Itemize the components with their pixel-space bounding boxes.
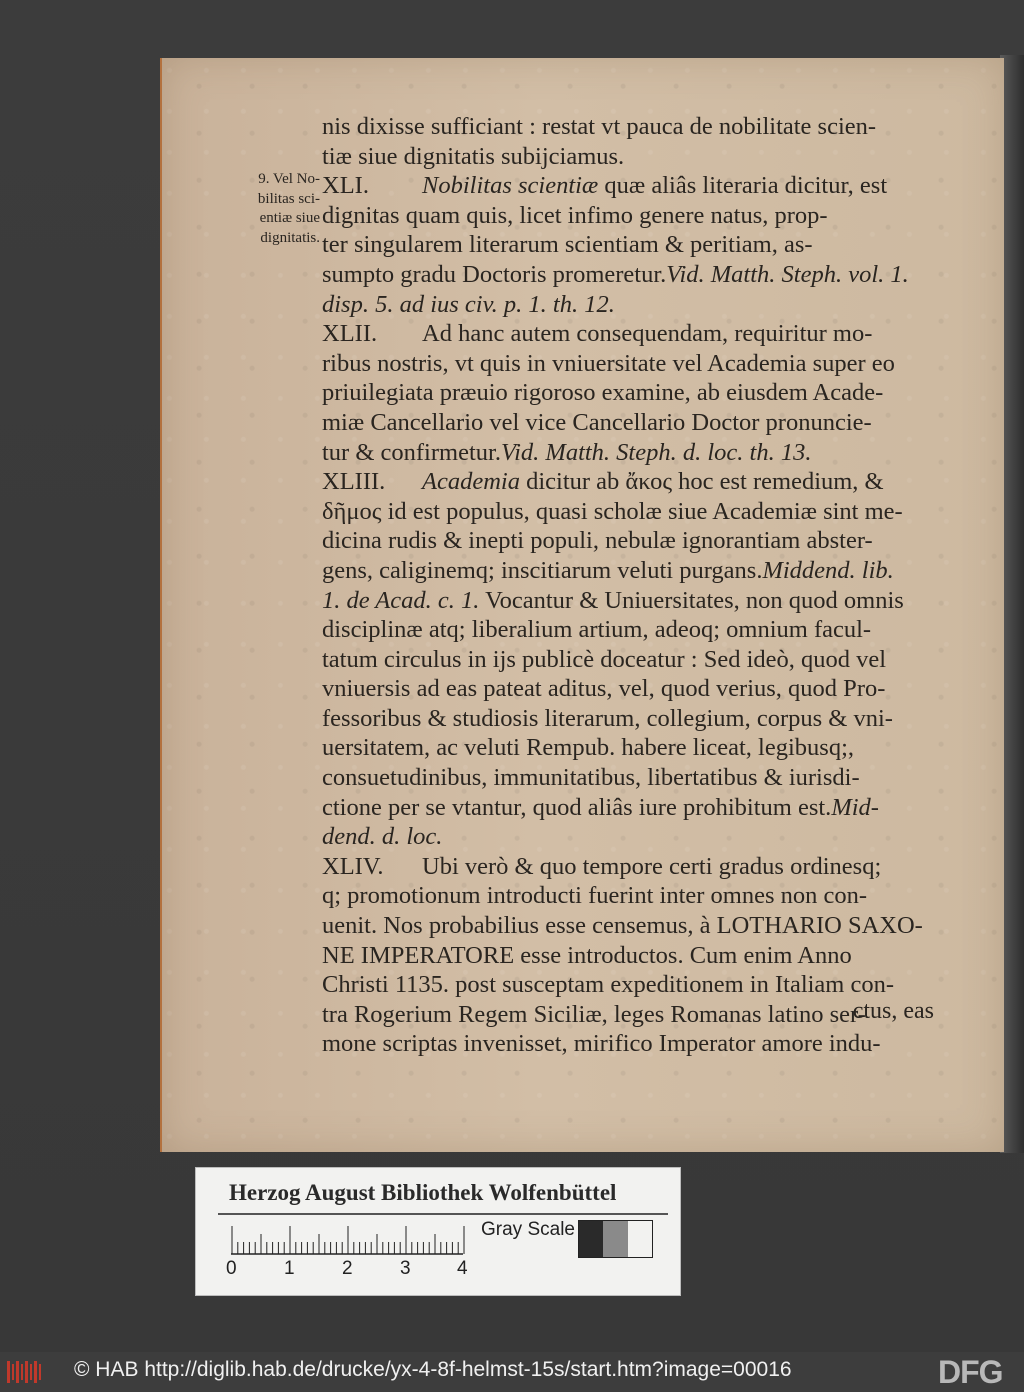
body-text: quæ aliâs literaria dicitur, est xyxy=(598,172,888,200)
dfg-logo: DFG xyxy=(938,1354,1003,1390)
body-text: dignitas quam quis, licet infimo genere natus, prop- xyxy=(322,201,828,229)
italic-text: Academia xyxy=(422,468,520,496)
text-line xyxy=(322,378,934,408)
footer-bar xyxy=(0,1352,1024,1392)
body-text: q; promotionum introducti fuerint inter omnes non con- xyxy=(322,882,868,910)
body-text: dicina rudis & inepti populi, nebulæ ignorantiam abster- xyxy=(322,527,873,555)
section-number: XLI. xyxy=(322,172,369,200)
margin-note xyxy=(222,170,320,248)
text-line xyxy=(322,763,934,793)
plate-title: Herzog August Bibliothek Wolfenbüttel xyxy=(229,1180,617,1205)
text-line xyxy=(322,260,934,290)
body-text: tur & confirmetur. xyxy=(322,438,501,466)
ruler-label: 4 xyxy=(457,1258,468,1279)
italic-text: 1. de Acad. c. 1. xyxy=(322,586,480,614)
text-line xyxy=(322,526,934,556)
body-text: Christi 1135. post susceptam expeditionem in Italiam con- xyxy=(322,971,895,999)
text-line xyxy=(322,112,934,142)
ruler-label: 0 xyxy=(226,1258,237,1279)
body-text: tatum circulus in ijs publicè doceatur : Sed ideò, quod vel xyxy=(322,645,887,673)
body-text: fessoribus & studiosis literarum, collegium, corpus & vni- xyxy=(322,704,893,732)
body-text: dicitur ab ἄκος hoc est remedium, & xyxy=(519,468,884,496)
text-line xyxy=(322,408,934,438)
page-text xyxy=(322,112,934,1059)
text-line xyxy=(322,1000,934,1030)
text-line xyxy=(322,171,934,201)
body-text: uenit. Nos probabilius esse censemus, à LOTHARIO SAXO- xyxy=(322,912,923,940)
body-text: Ad hanc autem consequendam, requiritur mo- xyxy=(422,320,873,348)
body-text: uersitatem, ac veluti Rempub. habere liceat, legibusq;, xyxy=(322,734,855,762)
text-line xyxy=(322,1029,934,1059)
text-line xyxy=(322,467,934,497)
text-line xyxy=(322,438,934,468)
margin-note-line: entiæ siue xyxy=(259,210,320,226)
italic-text: dend. d. loc. xyxy=(322,823,443,851)
margin-note-line: bilitas sci- xyxy=(257,190,320,207)
italic-text: disp. 5. ad ius civ. p. 1. th. 12. xyxy=(322,290,615,318)
body-text: mone scriptas invenisset, mirifico Imperator amore indu- xyxy=(322,1030,881,1058)
body-text: ctione per se vtantur, quod aliâs iure prohibitum est. xyxy=(322,793,832,821)
barcode-icon xyxy=(6,1358,46,1386)
text-line xyxy=(322,201,934,231)
body-text: vniuersis ad eas pateat aditus, vel, quod verius, quod Pro- xyxy=(322,675,886,703)
citation-text: Vid. Matth. Steph. d. loc. th. 13. xyxy=(500,438,812,466)
library-plate xyxy=(195,1167,681,1296)
body-text: tra Rogerium Regem Siciliæ, leges Romanas latino ser- xyxy=(322,1000,866,1028)
text-line xyxy=(322,941,934,971)
text-line xyxy=(322,645,934,675)
text-line xyxy=(322,349,934,379)
citation-text: Middend. lib. xyxy=(762,556,894,584)
text-line xyxy=(322,586,934,616)
body-text: ribus nostris, vt quis in vniuersitate vel Academia super eo xyxy=(322,349,895,377)
body-text: consuetudinibus, immunitatibus, libertatibus & iurisdi- xyxy=(322,764,860,792)
text-line xyxy=(322,911,934,941)
footer-source-link[interactable]: © HAB http://diglib.hab.de/drucke/yx-4-8f-helmst-15s/start.htm?image=00016 xyxy=(74,1358,792,1381)
margin-note-line: dignitatis. xyxy=(260,229,320,246)
italic-text: Nobilitas scientiæ xyxy=(422,172,599,200)
section-number: XLIII. xyxy=(322,468,386,496)
text-line xyxy=(322,674,934,704)
gray-scale-patches xyxy=(578,1220,653,1258)
ruler-scale xyxy=(231,1223,471,1255)
text-line xyxy=(322,290,934,320)
text-line xyxy=(322,319,934,349)
text-line xyxy=(322,497,934,527)
body-text: NE IMPERATORE esse introductos. Cum enim Anno xyxy=(322,941,852,969)
gray-patch xyxy=(603,1221,627,1257)
body-text: priuilegiata præuio rigoroso examine, ab eiusdem Acade- xyxy=(322,379,884,407)
body-text: disciplinæ atq; liberalium artium, adeoq; omnium facul- xyxy=(322,616,872,644)
citation-text: Mid- xyxy=(831,793,879,821)
body-text: nis dixisse sufficiant : restat vt pauca de nobilitate scien- xyxy=(322,113,877,140)
ruler-label: 3 xyxy=(400,1258,411,1279)
body-text: sumpto gradu Doctoris promeretur. xyxy=(322,260,667,288)
ruler-label: 1 xyxy=(284,1258,295,1279)
margin-note-line: 9. Vel No- xyxy=(258,171,320,187)
body-text: gens, caliginemq; inscitiarum veluti purgans. xyxy=(322,556,763,584)
text-line xyxy=(322,615,934,645)
text-line xyxy=(322,556,934,586)
body-text: Vocantur & Uniuersitates, non quod omnis xyxy=(479,586,904,614)
text-line xyxy=(322,704,934,734)
section-number: XLII. xyxy=(322,320,378,348)
gray-scale-label: Gray Scale xyxy=(481,1219,575,1240)
text-line xyxy=(322,970,934,1000)
text-line xyxy=(322,822,934,852)
catchword: ctus, eas xyxy=(852,998,934,1024)
text-line xyxy=(322,733,934,763)
body-text: ter singularem literarum scientiam & peritiam, as- xyxy=(322,231,813,259)
body-text: tiæ siue dignitatis subijciamus. xyxy=(322,142,625,170)
gray-patch xyxy=(628,1221,652,1257)
text-line xyxy=(322,852,934,882)
text-line xyxy=(322,142,934,172)
ruler-label: 2 xyxy=(342,1258,353,1279)
text-line xyxy=(322,881,934,911)
body-text: δῆμος id est populus, quasi scholæ siue Academiæ sint me- xyxy=(322,497,903,525)
text-line xyxy=(322,793,934,823)
section-number: XLIV. xyxy=(322,852,384,880)
citation-text: Vid. Matth. Steph. vol. 1. xyxy=(666,260,909,288)
body-text: miæ Cancellario vel vice Cancellario Doctor pronuncie- xyxy=(322,408,872,436)
body-text: Ubi verò & quo tempore certi gradus ordinesq; xyxy=(422,852,882,880)
text-line xyxy=(322,230,934,260)
plate-divider xyxy=(218,1213,668,1215)
gray-patch xyxy=(579,1221,603,1257)
